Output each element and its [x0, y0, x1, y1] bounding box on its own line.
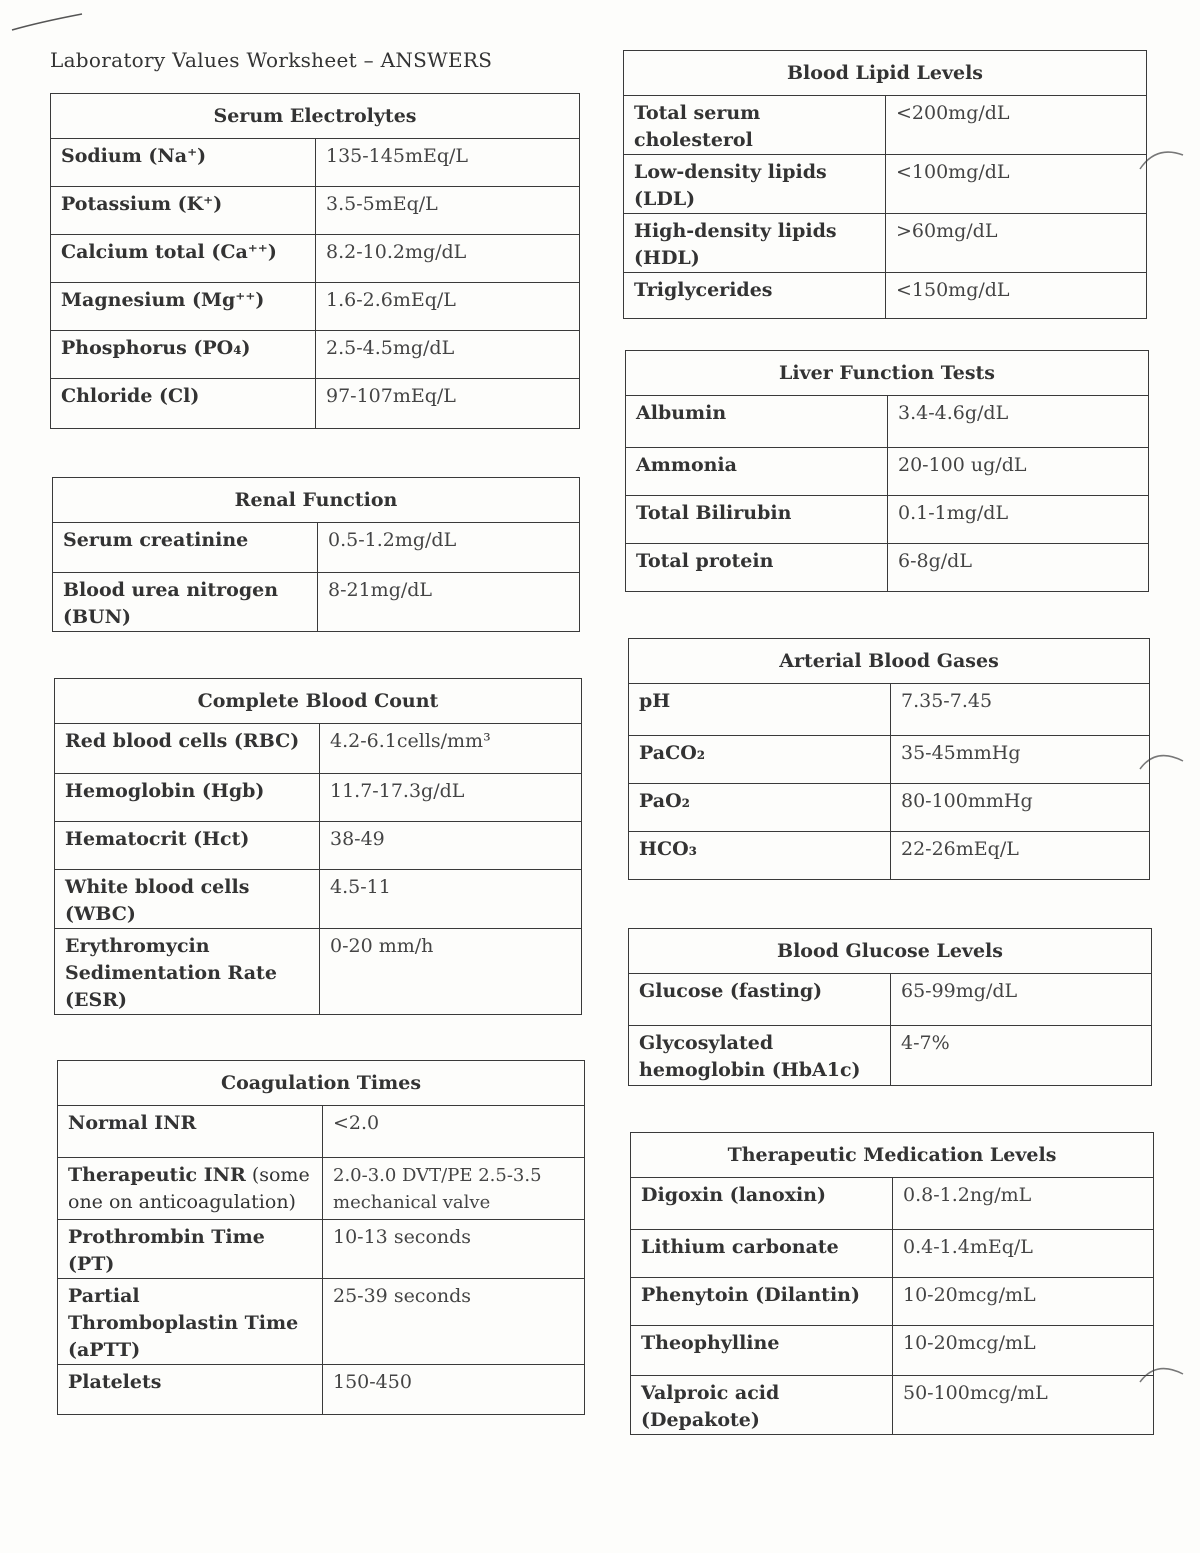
reference-range: 135-145mEq/L: [316, 139, 580, 187]
test-name: Albumin: [626, 396, 888, 448]
liver-function-tests-table: [625, 350, 1149, 592]
test-name: Valproic acid (Depakote): [631, 1376, 893, 1435]
test-name: Potassium (K⁺): [51, 187, 316, 235]
reference-range: <2.0: [323, 1106, 585, 1158]
reference-range: 4.5-11: [320, 870, 582, 929]
reference-range: 150-450: [323, 1365, 585, 1415]
test-name: Prothrombin Time (PT): [58, 1220, 323, 1279]
pen-stroke-mark: [10, 6, 90, 36]
reference-range: 8.2-10.2mg/dL: [316, 235, 580, 283]
reference-range: 3.5-5mEq/L: [316, 187, 580, 235]
reference-range: <100mg/dL: [886, 155, 1147, 214]
reference-range: 0.4-1.4mEq/L: [893, 1230, 1154, 1278]
test-name: High-density lipids (HDL): [624, 214, 886, 273]
reference-range: 6-8g/dL: [888, 544, 1149, 592]
reference-range: 4.2-6.1cells/mm³: [320, 724, 582, 774]
test-name: Ammonia: [626, 448, 888, 496]
test-name: Serum creatinine: [53, 523, 318, 573]
reference-range: 0.5-1.2mg/dL: [318, 523, 580, 573]
test-name: Erythromycin Sedimentation Rate (ESR): [55, 929, 320, 1015]
reference-range: 35-45mmHg: [891, 736, 1150, 784]
test-name-main: Therapeutic INR: [68, 1164, 246, 1186]
reference-range: 50-100mcg/mL: [893, 1376, 1154, 1435]
reference-range: 10-20mcg/mL: [893, 1278, 1154, 1326]
table-heading: Therapeutic Medication Levels: [631, 1133, 1154, 1178]
reference-range: 10-20mcg/mL: [893, 1326, 1154, 1376]
test-name: Phenytoin (Dilantin): [631, 1278, 893, 1326]
blood-lipid-levels-table: [623, 50, 1147, 319]
reference-range: 22-26mEq/L: [891, 832, 1150, 880]
test-name: Chloride (Cl): [51, 379, 316, 429]
reference-range: 1.6-2.6mEq/L: [316, 283, 580, 331]
test-name: Red blood cells (RBC): [55, 724, 320, 774]
table-heading: Liver Function Tests: [626, 351, 1149, 396]
test-name: Hematocrit (Hct): [55, 822, 320, 870]
reference-range: 80-100mmHg: [891, 784, 1150, 832]
test-name: pH: [629, 684, 891, 736]
reference-range: 0.8-1.2ng/mL: [893, 1178, 1154, 1230]
reference-range: 0-20 mm/h: [320, 929, 582, 1015]
test-name: Blood urea nitrogen (BUN): [53, 573, 318, 632]
coagulation-times-table: [57, 1060, 585, 1415]
reference-range: 20-100 ug/dL: [888, 448, 1149, 496]
test-name: Sodium (Na⁺): [51, 139, 316, 187]
reference-range: 8-21mg/dL: [318, 573, 580, 632]
serum-electrolytes-table: [50, 93, 580, 429]
test-name: Magnesium (Mg⁺⁺): [51, 283, 316, 331]
reference-range: 65-99mg/dL: [891, 974, 1152, 1026]
reference-range: >60mg/dL: [886, 214, 1147, 273]
reference-range: 10-13 seconds: [323, 1220, 585, 1279]
table-heading: Serum Electrolytes: [51, 94, 580, 139]
reference-range: <150mg/dL: [886, 273, 1147, 319]
complete-blood-count-table: [54, 678, 582, 1015]
test-name: Digoxin (lanoxin): [631, 1178, 893, 1230]
test-name: Phosphorus (PO₄): [51, 331, 316, 379]
reference-range: 97-107mEq/L: [316, 379, 580, 429]
test-name: Total Bilirubin: [626, 496, 888, 544]
reference-range: 2.5-4.5mg/dL: [316, 331, 580, 379]
test-name: White blood cells (WBC): [55, 870, 320, 929]
reference-range: 25-39 seconds: [323, 1279, 585, 1365]
test-name: PaCO₂: [629, 736, 891, 784]
test-name: HCO₃: [629, 832, 891, 880]
table-heading: Blood Lipid Levels: [624, 51, 1147, 96]
test-name: PaO₂: [629, 784, 891, 832]
reference-range: 3.4-4.6g/dL: [888, 396, 1149, 448]
test-name: Theophylline: [631, 1326, 893, 1376]
test-name: Triglycerides: [624, 273, 886, 319]
test-name: Total protein: [626, 544, 888, 592]
test-name: Lithium carbonate: [631, 1230, 893, 1278]
table-heading: Arterial Blood Gases: [629, 639, 1150, 684]
test-name-note: (some one on anticoagulation): [68, 1164, 310, 1213]
test-name: Low-density lipids (LDL): [624, 155, 886, 214]
test-name: Glucose (fasting): [629, 974, 891, 1026]
reference-range: 0.1-1mg/dL: [888, 496, 1149, 544]
test-name: Partial Thromboplastin Time (aPTT): [58, 1279, 323, 1365]
test-name: Glycosylated hemoglobin (HbA1c): [629, 1026, 891, 1086]
blood-glucose-levels-table: [628, 928, 1152, 1086]
test-name: Total serum cholesterol: [624, 96, 886, 155]
reference-range: 2.0-3.0 DVT/PE 2.5-3.5 mechanical valve: [323, 1158, 585, 1220]
table-heading: Blood Glucose Levels: [629, 929, 1152, 974]
test-name: Calcium total (Ca⁺⁺): [51, 235, 316, 283]
table-heading: Complete Blood Count: [55, 679, 582, 724]
test-name: [58, 1158, 323, 1220]
reference-range: 11.7-17.3g/dL: [320, 774, 582, 822]
document-title: Laboratory Values Worksheet – ANSWERS: [50, 48, 493, 72]
reference-range: <200mg/dL: [886, 96, 1147, 155]
reference-range: 7.35-7.45: [891, 684, 1150, 736]
renal-function-table: [52, 477, 580, 632]
test-name: Normal INR: [58, 1106, 323, 1158]
table-heading: Renal Function: [53, 478, 580, 523]
reference-range: 38-49: [320, 822, 582, 870]
table-heading: Coagulation Times: [58, 1061, 585, 1106]
arterial-blood-gases-table: [628, 638, 1150, 880]
test-name: Hemoglobin (Hgb): [55, 774, 320, 822]
reference-range: 4-7%: [891, 1026, 1152, 1086]
test-name: Platelets: [58, 1365, 323, 1415]
therapeutic-medication-levels-table: [630, 1132, 1154, 1435]
